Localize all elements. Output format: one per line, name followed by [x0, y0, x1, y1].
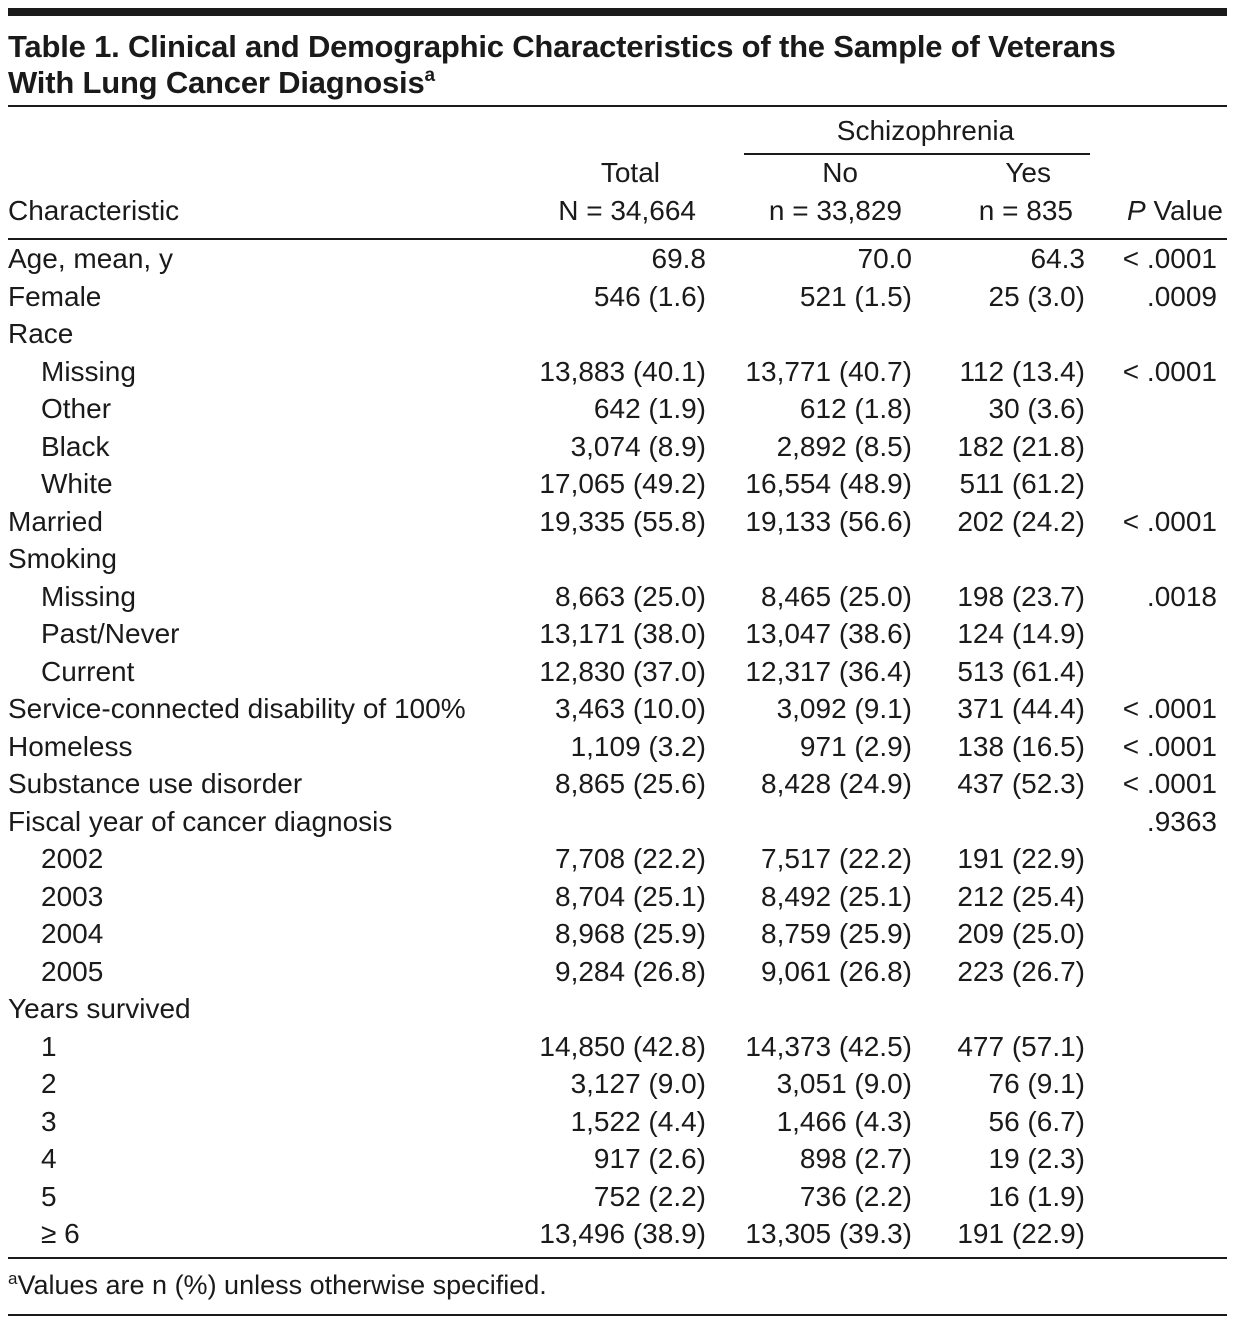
header-characteristic: Characteristic	[8, 195, 180, 226]
cell-schizophrenia-no: 898 (2.7)	[799, 1143, 912, 1174]
cell-schizophrenia-no: 8,492 (25.1)	[761, 880, 912, 912]
title-line-1: Table 1. Clinical and Demographic Characteristics of the Sample of Veterans	[8, 29, 1116, 64]
cell-p-value: < .0001	[1122, 243, 1217, 274]
cell-total: 3,127 (9.0)	[570, 1068, 706, 1099]
cell-characteristic: Fiscal year of cancer diagnosis	[8, 805, 393, 837]
header-total: Total	[600, 157, 660, 188]
header-schizophrenia: Schizophrenia	[836, 115, 1015, 146]
cell-characteristic: Black	[41, 430, 110, 462]
cell-total: 1,522 (4.4)	[570, 1105, 706, 1137]
table-row	[8, 878, 1227, 916]
cell-schizophrenia-yes: 191 (22.9)	[957, 1218, 1085, 1249]
title-line-2	[8, 65, 1227, 101]
cell-total: 8,968 (25.9)	[555, 918, 706, 949]
end-rule	[8, 1314, 1227, 1316]
cell-characteristic: 3	[41, 1105, 57, 1137]
table-row	[8, 428, 1227, 466]
table-row	[8, 690, 1227, 728]
table-row	[8, 1215, 1227, 1253]
table-row	[8, 1028, 1227, 1066]
cell-schizophrenia-no: 521 (1.5)	[799, 280, 912, 312]
cell-characteristic: Female	[8, 280, 102, 312]
cell-schizophrenia-no: 13,771 (40.7)	[745, 355, 912, 387]
table-header	[8, 107, 1227, 238]
cell-characteristic: Married	[8, 505, 103, 537]
cell-schizophrenia-no: 612 (1.8)	[799, 393, 912, 424]
table-row	[8, 240, 1227, 278]
cell-p-value: < .0001	[1122, 768, 1217, 799]
header-yes-n: n = 835	[978, 195, 1073, 226]
cell-total: 917 (2.6)	[593, 1143, 706, 1174]
header-yes: Yes	[1005, 157, 1051, 188]
table-row	[8, 953, 1227, 991]
cell-schizophrenia-yes: 30 (3.6)	[988, 393, 1085, 424]
bottom-rule	[8, 1257, 1227, 1259]
table-row	[8, 315, 1227, 353]
table-row	[8, 653, 1227, 691]
cell-schizophrenia-yes: 182 (21.8)	[957, 430, 1085, 462]
cell-schizophrenia-yes: 209 (25.0)	[957, 918, 1085, 949]
header-no-n: n = 33,829	[768, 195, 902, 226]
table-document	[8, 8, 1227, 1316]
table-row	[8, 915, 1227, 953]
cell-characteristic: Homeless	[8, 730, 133, 762]
cell-characteristic: Substance use disorder	[8, 768, 303, 799]
cell-total: 12,830 (37.0)	[539, 655, 706, 687]
cell-characteristic: Years survived	[8, 993, 191, 1024]
table-body	[8, 240, 1227, 1253]
title-line-2-text: With Lung Cancer Diagnosis	[8, 65, 425, 100]
cell-characteristic: Missing	[41, 355, 136, 387]
cell-schizophrenia-no: 70.0	[857, 243, 912, 274]
cell-total: 13,171 (38.0)	[539, 618, 706, 649]
footnote-text: Values are n (%) unless otherwise specified.	[17, 1269, 547, 1300]
cell-schizophrenia-yes: 198 (23.7)	[957, 580, 1085, 612]
cell-schizophrenia-no: 19,133 (56.6)	[745, 505, 912, 537]
cell-characteristic: ≥ 6	[41, 1218, 80, 1249]
footnote	[8, 1267, 1227, 1303]
cell-schizophrenia-no: 8,428 (24.9)	[761, 768, 912, 799]
cell-schizophrenia-no: 16,554 (48.9)	[745, 468, 912, 499]
cell-characteristic: 4	[41, 1143, 57, 1174]
header-p-rest: Value	[1145, 195, 1223, 226]
cell-schizophrenia-yes: 212 (25.4)	[957, 880, 1085, 912]
cell-total: 1,109 (3.2)	[570, 730, 706, 762]
cell-schizophrenia-no: 13,047 (38.6)	[745, 618, 912, 649]
cell-schizophrenia-yes: 371 (44.4)	[957, 693, 1085, 724]
cell-p-value: .0018	[1146, 580, 1217, 612]
cell-characteristic: 2005	[41, 955, 104, 987]
table-row	[8, 765, 1227, 803]
header-p-value	[1127, 195, 1223, 227]
cell-schizophrenia-no: 971 (2.9)	[799, 730, 912, 762]
cell-schizophrenia-yes: 16 (1.9)	[988, 1180, 1085, 1212]
cell-characteristic: Other	[41, 393, 112, 424]
cell-p-value: < .0001	[1122, 693, 1217, 724]
cell-total: 3,074 (8.9)	[570, 430, 706, 462]
cell-schizophrenia-yes: 191 (22.9)	[957, 843, 1085, 874]
cell-p-value: < .0001	[1122, 505, 1217, 537]
table-row	[8, 278, 1227, 316]
cell-schizophrenia-no: 2,892 (8.5)	[776, 430, 912, 462]
table-row	[8, 1140, 1227, 1178]
table-row	[8, 465, 1227, 503]
cell-schizophrenia-yes: 56 (6.7)	[988, 1105, 1085, 1137]
cell-characteristic: 5	[41, 1180, 57, 1212]
title-footnote-marker: a	[424, 65, 435, 86]
cell-schizophrenia-yes: 223 (26.7)	[957, 955, 1085, 987]
cell-total: 8,663 (25.0)	[555, 580, 706, 612]
cell-schizophrenia-yes: 477 (57.1)	[957, 1030, 1085, 1062]
cell-total: 13,496 (38.9)	[539, 1218, 706, 1249]
cell-characteristic: 2002	[41, 843, 104, 874]
table-row	[8, 1065, 1227, 1103]
cell-schizophrenia-yes: 64.3	[1030, 243, 1085, 274]
cell-p-value: .0009	[1146, 280, 1217, 312]
header-p-italic: P	[1126, 195, 1146, 226]
cell-schizophrenia-yes: 511 (61.2)	[959, 468, 1085, 499]
cell-schizophrenia-yes: 437 (52.3)	[957, 768, 1085, 799]
cell-characteristic: Current	[41, 655, 135, 687]
cell-schizophrenia-no: 12,317 (36.4)	[745, 655, 912, 687]
cell-total: 19,335 (55.8)	[539, 505, 706, 537]
cell-total: 546 (1.6)	[593, 280, 706, 312]
cell-schizophrenia-yes: 76 (9.1)	[988, 1068, 1085, 1099]
cell-p-value: .9363	[1146, 805, 1217, 837]
table-row	[8, 390, 1227, 428]
cell-schizophrenia-yes: 112 (13.4)	[959, 355, 1085, 387]
cell-schizophrenia-no: 13,305 (39.3)	[745, 1218, 912, 1249]
cell-schizophrenia-yes: 138 (16.5)	[957, 730, 1085, 762]
cell-total: 14,850 (42.8)	[539, 1030, 706, 1062]
table-row	[8, 1178, 1227, 1216]
schizophrenia-span-rule	[744, 153, 1090, 155]
cell-schizophrenia-no: 8,759 (25.9)	[761, 918, 912, 949]
cell-schizophrenia-no: 7,517 (22.2)	[761, 843, 912, 874]
cell-total: 8,865 (25.6)	[555, 768, 706, 799]
cell-schizophrenia-no: 14,373 (42.5)	[745, 1030, 912, 1062]
cell-characteristic: Service-connected disability of 100%	[8, 693, 466, 724]
cell-total: 8,704 (25.1)	[555, 880, 706, 912]
cell-total: 642 (1.9)	[593, 393, 706, 424]
cell-total: 7,708 (22.2)	[555, 843, 706, 874]
table-row	[8, 990, 1227, 1028]
cell-characteristic: Race	[8, 318, 74, 349]
table-row	[8, 503, 1227, 541]
table-row	[8, 353, 1227, 391]
cell-total: 9,284 (26.8)	[555, 955, 706, 987]
cell-schizophrenia-no: 9,061 (26.8)	[761, 955, 912, 987]
cell-schizophrenia-yes: 513 (61.4)	[957, 655, 1085, 687]
table-row	[8, 540, 1227, 578]
cell-characteristic: Past/Never	[41, 618, 180, 649]
cell-characteristic: White	[41, 468, 113, 499]
table-row	[8, 840, 1227, 878]
cell-characteristic: 2003	[41, 880, 104, 912]
cell-characteristic: 2	[41, 1068, 57, 1099]
cell-characteristic: Smoking	[8, 543, 117, 574]
cell-schizophrenia-yes: 25 (3.0)	[988, 280, 1085, 312]
cell-schizophrenia-no: 3,051 (9.0)	[776, 1068, 912, 1099]
table-row	[8, 728, 1227, 766]
cell-total: 17,065 (49.2)	[539, 468, 706, 499]
cell-total: 13,883 (40.1)	[539, 355, 706, 387]
cell-schizophrenia-yes: 124 (14.9)	[957, 618, 1085, 649]
cell-schizophrenia-no: 3,092 (9.1)	[776, 693, 912, 724]
table-row	[8, 803, 1227, 841]
cell-schizophrenia-yes: 202 (24.2)	[957, 505, 1085, 537]
cell-total: 3,463 (10.0)	[555, 693, 706, 724]
cell-schizophrenia-no: 736 (2.2)	[799, 1180, 912, 1212]
cell-schizophrenia-no: 8,465 (25.0)	[761, 580, 912, 612]
cell-characteristic: 2004	[41, 918, 104, 949]
cell-p-value: < .0001	[1122, 730, 1217, 762]
table-title	[8, 29, 1227, 101]
table-row	[8, 1103, 1227, 1141]
table-row	[8, 578, 1227, 616]
header-total-n: N = 34,664	[558, 195, 696, 226]
cell-characteristic: Missing	[41, 580, 136, 612]
table-row	[8, 615, 1227, 653]
top-rule	[8, 8, 1227, 16]
cell-characteristic: Age, mean, y	[8, 243, 173, 274]
cell-p-value: < .0001	[1122, 355, 1217, 387]
cell-characteristic: 1	[41, 1030, 57, 1062]
cell-schizophrenia-yes: 19 (2.3)	[988, 1143, 1085, 1174]
cell-total: 69.8	[651, 243, 706, 274]
cell-total: 752 (2.2)	[593, 1180, 706, 1212]
cell-schizophrenia-no: 1,466 (4.3)	[776, 1105, 912, 1137]
footnote-marker: a	[8, 1268, 18, 1288]
header-no: No	[822, 157, 858, 188]
